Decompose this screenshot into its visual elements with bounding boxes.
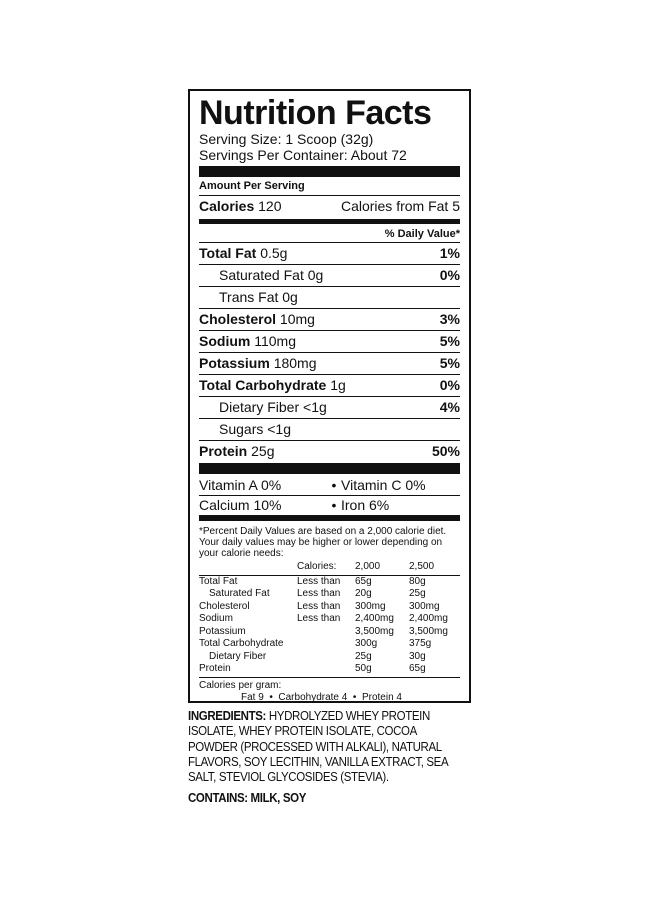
thick-divider-vitamins bbox=[199, 463, 460, 474]
footnote-table-row: Total Carbohydrate 300g 375g bbox=[199, 638, 432, 649]
vitamin-row: Vitamin A 0% • Vitamin C 0% bbox=[199, 476, 460, 496]
nutrient-row-sugars: Sugars <1g bbox=[199, 419, 460, 441]
ingredients-text: HYDROLYZED WHEY PROTEIN ISOLATE, WHEY PROTEIN ISOLATE, COCOA POWDER (PROCESSED WITH ALKALI), NATURAL FLAVORS, SOY LECITHIN, VANILLA EXTRACT, SEA SALT, STEVIOL GLYCOSIDES (STEVIA). bbox=[188, 709, 448, 785]
footnote-table bbox=[199, 561, 460, 678]
footnote-table-header: Calories: 2,000 2,500 bbox=[199, 561, 460, 576]
nutrient-row-cholesterol: Cholesterol 10mg 3% bbox=[199, 309, 460, 331]
nutrient-row-total-carbohydrate: Total Carbohydrate 1g 0% bbox=[199, 375, 460, 397]
daily-value-footnote: *Percent Daily Values are based on a 2,000 calorie diet. Your daily values may be higher or lower depending on your calorie needs: bbox=[199, 526, 447, 559]
footnote-table-row: Dietary Fiber 25g 30g bbox=[209, 650, 426, 662]
ingredients-list bbox=[188, 709, 450, 785]
calories-per-gram bbox=[199, 678, 460, 704]
calories-from-fat: Calories from Fat 5 bbox=[340, 198, 460, 214]
allergen-statement: CONTAINS: MILK, SOY bbox=[188, 791, 307, 805]
vitamin-row: Calcium 10% • Iron 6% bbox=[199, 496, 460, 516]
thick-divider bbox=[199, 166, 460, 177]
daily-value-header: % Daily Value* bbox=[199, 226, 460, 243]
footnote-table-row: Potassium 3,500mg 3,500mg bbox=[199, 625, 448, 637]
nutrient-row-dietary-fiber: Dietary Fiber <1g 4% bbox=[199, 397, 460, 419]
footnote-table-row: Saturated Fat Less than 20g 25g bbox=[209, 588, 426, 599]
nutrient-row-total-fat: Total Fat 0.5g 1% bbox=[199, 243, 460, 265]
medium-divider bbox=[199, 219, 460, 224]
serving-size: Serving Size: 1 Scoop (32g) bbox=[199, 131, 374, 147]
label-title: Nutrition Facts bbox=[199, 94, 432, 132]
footnote-table-row: Cholesterol Less than 300mg 300mg bbox=[199, 600, 440, 612]
nutrient-row-trans-fat: Trans Fat 0g bbox=[199, 287, 460, 309]
medium-divider-footnote bbox=[199, 516, 460, 521]
nutrient-row-protein: Protein 25g 50% bbox=[199, 443, 460, 459]
nutrition-facts-label bbox=[188, 89, 471, 703]
footnote-table-row: Total Fat Less than 65g 80g bbox=[199, 575, 426, 587]
calories-value: 120 bbox=[258, 198, 282, 214]
footnote-table-row: Protein 50g 65g bbox=[199, 663, 460, 678]
footnote-table-row: Sodium Less than 2,400mg 2,400mg bbox=[199, 613, 448, 624]
nutrient-row-potassium: Potassium 180mg 5% bbox=[199, 353, 460, 375]
nutrient-row-sodium: Sodium 110mg 5% bbox=[199, 331, 460, 353]
calories-row bbox=[199, 196, 460, 217]
ingredients-heading: INGREDIENTS: bbox=[188, 709, 267, 723]
calories-label: Calories bbox=[199, 198, 255, 214]
calories-per-gram-values: Fat 9 • Carbohydrate 4 • Protein 4 bbox=[241, 691, 402, 703]
calories-per-gram-label: Calories per gram: bbox=[199, 679, 282, 691]
amount-per-serving: Amount Per Serving bbox=[199, 179, 460, 196]
servings-per-container: Servings Per Container: About 72 bbox=[199, 147, 407, 163]
nutrient-row-saturated-fat: Saturated Fat 0g 0% bbox=[199, 265, 460, 287]
